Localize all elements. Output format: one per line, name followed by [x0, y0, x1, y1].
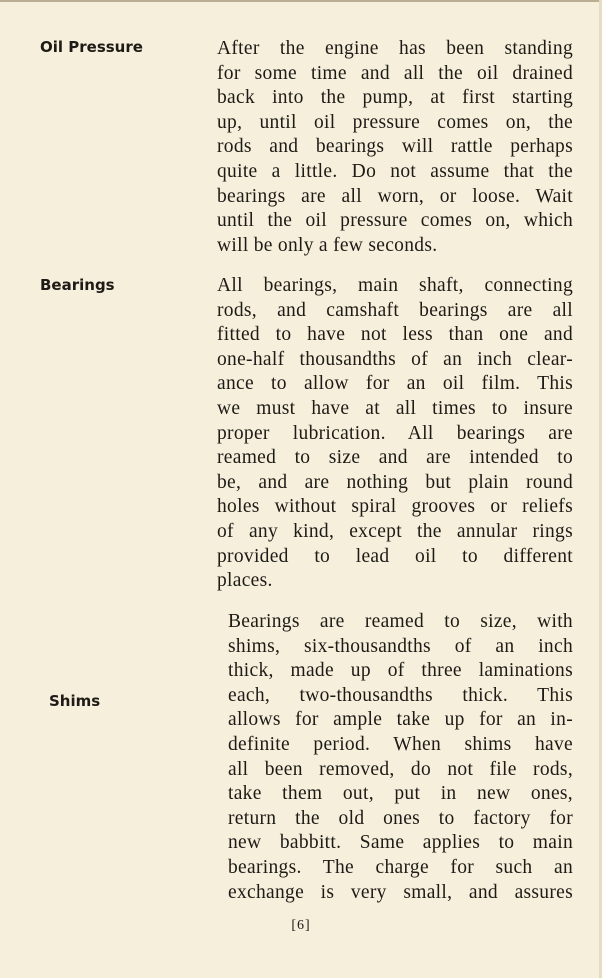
- text-line: definite period. When shims have: [228, 733, 573, 755]
- text-line: holes without spiral grooves or reliefs: [217, 496, 573, 518]
- text-line: be, and are nothing but plain round: [217, 471, 573, 493]
- text-line: After the engine has been standing: [217, 38, 573, 59]
- text-line: reamed to size and are intended to: [217, 447, 573, 469]
- text-line: exchange is very small, and assures: [228, 881, 573, 903]
- text-line: bearings are all worn, or loose. Wait: [217, 185, 573, 207]
- text-line: provided to lead oil to different: [217, 545, 573, 567]
- heading-oil-pressure: Oil Pressure: [40, 38, 143, 56]
- paragraph-oil-pressure: [217, 37, 573, 258]
- text-line: thick, made up of three laminations: [228, 660, 573, 682]
- top-page-edge: [0, 0, 602, 2]
- text-line: All bearings, main shaft, connecting: [217, 275, 573, 296]
- text-line: places.: [217, 570, 273, 592]
- heading-shims: Shims: [49, 692, 101, 710]
- text-line: we must have at all times to insure: [217, 397, 573, 419]
- text-line: proper lubrication. All bearings are: [217, 422, 573, 444]
- text-line: each, two-thousandths thick. This: [228, 684, 573, 706]
- text-line: ance to allow for an oil film. This: [217, 373, 573, 395]
- text-line: will be only a few seconds.: [217, 234, 438, 256]
- text-line: take them out, put in new ones,: [228, 783, 573, 805]
- text-line: for some time and all the oil drained: [217, 62, 573, 84]
- text-line: shims, six-thousandths of an inch: [228, 635, 573, 657]
- text-line: quite a little. Do not assume that the: [217, 160, 573, 182]
- text-line: Bearings are reamed to size, with: [228, 611, 573, 632]
- page-number: [6]: [291, 918, 311, 933]
- text-line: up, until oil pressure comes on, the: [217, 111, 573, 133]
- text-line: return the old ones to factory for: [228, 807, 573, 829]
- text-line: back into the pump, at first starting: [217, 87, 573, 109]
- text-line: rods, and camshaft bearings are all: [217, 299, 573, 321]
- text-line: of any kind, except the annular rings: [217, 520, 573, 542]
- text-line: one-half thousandths of an inch clear-: [217, 348, 573, 370]
- text-line: all been removed, do not file rods,: [228, 758, 573, 780]
- text-line: bearings. The charge for such an: [228, 856, 573, 878]
- heading-bearings: Bearings: [40, 276, 115, 294]
- text-line: fitted to have not less than one and: [217, 324, 573, 346]
- text-line: until the oil pressure comes on, which: [217, 210, 573, 232]
- paragraph-shims: [228, 610, 573, 905]
- text-line: new babbitt. Same applies to main: [228, 832, 573, 854]
- text-line: rods and bearings will rattle perhaps: [217, 136, 573, 158]
- text-line: allows for ample take up for an in-: [228, 709, 573, 731]
- paragraph-bearings: [217, 274, 573, 594]
